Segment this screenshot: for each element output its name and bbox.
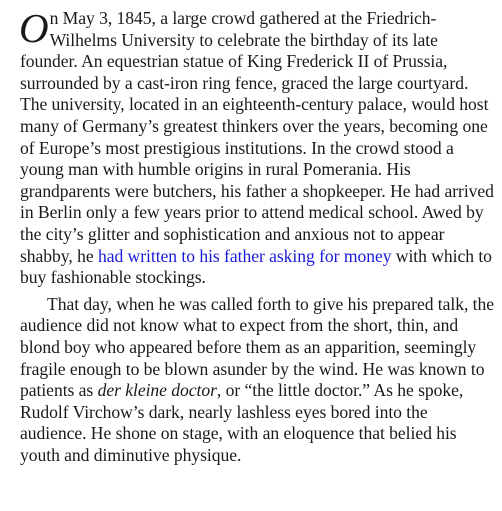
paragraph-1-text-end: with which to buy fashionable stockings. [20,245,492,288]
paragraph-2-text-start: That day, when he was called forth to give his prepared talk, the audience did not know what to expect from the short, thin, and blond boy who appeared before them as an apparition, seemingly fragile enough to be blown asunder by the wind. He was known to patients as [20,293,495,401]
drop-cap: O [19,5,49,51]
paragraph-1-text-start: n May 3, 1845, a large crowd gathered at the Friedrich-Wilhelms University to celebrate the birthday of its late founder. An equestrian statue of King Frederick II of Prussia, surrounded by a cast-iron ring fence, graced the large courtyard. The university, located in an eighteenth-century palace, would host many of Germany’s greatest thinkers over the years, becoming one of Europe’s most prestigious institutions. In the crowd stood a young man with humble origins in rural Pomerania. His grandparents were butchers, his father a shopkeeper. He had arrived in Berlin only a few years prior to attend medical school. Awed by the city’s glitter and sophistication and anxious not to appear shabby, he [20,8,494,266]
reading-page [19,5,496,466]
paragraph-2-text-end: , or “the little doctor.” As he spoke, Rudolf Virchow’s dark, nearly lashless eyes bored into the audience. He shone on stage, with an eloquence that belied his youth and diminutive physique. [20,380,464,465]
paragraph-1 [19,5,496,289]
paragraph-2 [20,294,496,467]
italic-phrase: der kleine doctor [97,380,217,401]
footnote-link[interactable]: had written to his father asking for money [97,245,392,266]
